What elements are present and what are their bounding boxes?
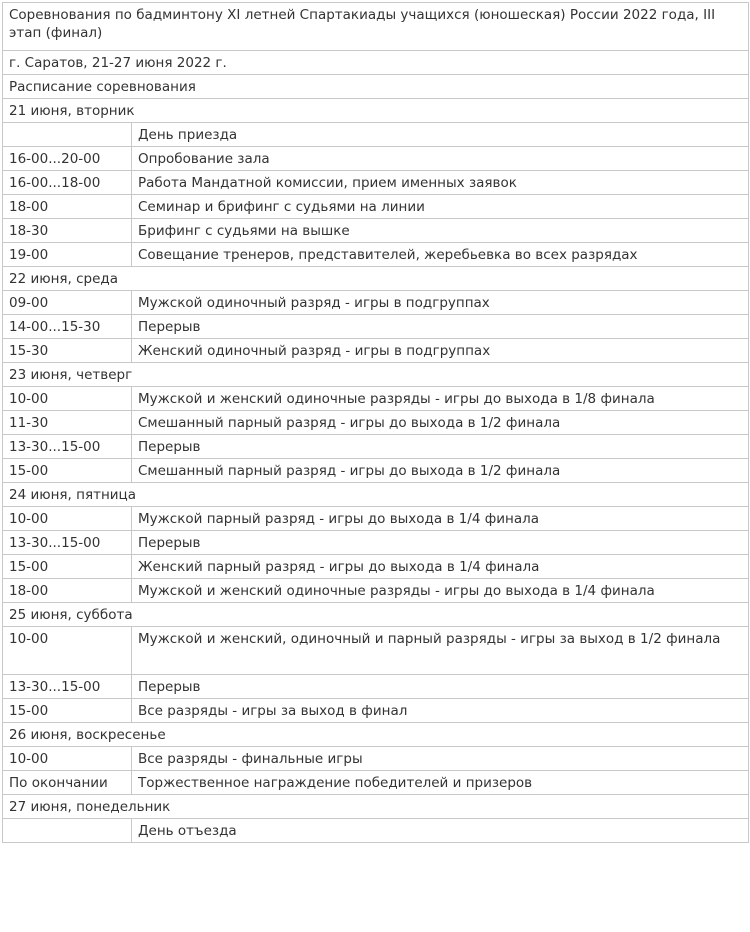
event-row bbox=[3, 339, 749, 363]
day-date: 22 июня, среда bbox=[3, 267, 749, 291]
day-date: 23 июня, четверг bbox=[3, 363, 749, 387]
event-time: 10-00 bbox=[3, 507, 132, 531]
event-time: 18-30 bbox=[3, 219, 132, 243]
event-row bbox=[3, 507, 749, 531]
schedule-table bbox=[2, 2, 749, 843]
title-row bbox=[3, 3, 749, 51]
event-time: 13-30...15-00 bbox=[3, 675, 132, 699]
event-time: 18-00 bbox=[3, 195, 132, 219]
event-description: Опробование зала bbox=[132, 147, 749, 171]
event-row bbox=[3, 699, 749, 723]
page-title: Соревнования по бадминтону XI летней Спартакиады учащихся (юношеская) России 2022 года, III этап (финал) bbox=[3, 3, 749, 51]
event-time: 18-00 bbox=[3, 579, 132, 603]
day-header-row bbox=[3, 723, 749, 747]
event-row bbox=[3, 627, 749, 675]
location-row bbox=[3, 51, 749, 75]
event-time: 16-00...20-00 bbox=[3, 147, 132, 171]
day-header-row bbox=[3, 483, 749, 507]
event-row bbox=[3, 579, 749, 603]
schedule-heading: Расписание соревнования bbox=[3, 75, 749, 99]
schedule-table-body bbox=[3, 3, 749, 843]
day-header-row bbox=[3, 795, 749, 819]
event-row bbox=[3, 387, 749, 411]
event-row bbox=[3, 747, 749, 771]
event-description: Женский парный разряд - игры до выхода в 1/4 финала bbox=[132, 555, 749, 579]
event-time: 10-00 bbox=[3, 747, 132, 771]
event-time bbox=[3, 123, 132, 147]
location-text: г. Саратов, 21-27 июня 2022 г. bbox=[3, 51, 749, 75]
day-header-row bbox=[3, 363, 749, 387]
event-description: Перерыв bbox=[132, 675, 749, 699]
event-time: 15-00 bbox=[3, 699, 132, 723]
event-time: 16-00...18-00 bbox=[3, 171, 132, 195]
event-time: 15-00 bbox=[3, 459, 132, 483]
event-description: Брифинг с судьями на вышке bbox=[132, 219, 749, 243]
event-description: Перерыв bbox=[132, 531, 749, 555]
event-description: Все разряды - финальные игры bbox=[132, 747, 749, 771]
day-header-row bbox=[3, 99, 749, 123]
event-description: Смешанный парный разряд - игры до выхода в 1/2 финала bbox=[132, 411, 749, 435]
event-time: 15-30 bbox=[3, 339, 132, 363]
event-description: Мужской одиночный разряд - игры в подгруппах bbox=[132, 291, 749, 315]
event-description: Торжественное награждение победителей и призеров bbox=[132, 771, 749, 795]
event-row bbox=[3, 291, 749, 315]
event-description: Мужской и женский, одиночный и парный разряды - игры за выход в 1/2 финала bbox=[132, 627, 749, 675]
day-date: 27 июня, понедельник bbox=[3, 795, 749, 819]
event-row bbox=[3, 531, 749, 555]
event-description: Перерыв bbox=[132, 435, 749, 459]
event-description: Мужской и женский одиночные разряды - игры до выхода в 1/4 финала bbox=[132, 579, 749, 603]
event-row bbox=[3, 315, 749, 339]
event-row bbox=[3, 123, 749, 147]
event-time bbox=[3, 819, 132, 843]
event-description: Смешанный парный разряд - игры до выхода в 1/2 финала bbox=[132, 459, 749, 483]
event-description: День приезда bbox=[132, 123, 749, 147]
event-time: 13-30...15-00 bbox=[3, 531, 132, 555]
event-time: 09-00 bbox=[3, 291, 132, 315]
event-time: 13-30...15-00 bbox=[3, 435, 132, 459]
event-description: Мужской и женский одиночные разряды - игры до выхода в 1/8 финала bbox=[132, 387, 749, 411]
event-description: Работа Мандатной комиссии, прием именных заявок bbox=[132, 171, 749, 195]
event-time: 11-30 bbox=[3, 411, 132, 435]
event-time: 10-00 bbox=[3, 627, 132, 675]
event-row bbox=[3, 219, 749, 243]
event-row bbox=[3, 171, 749, 195]
event-row bbox=[3, 555, 749, 579]
event-description: Женский одиночный разряд - игры в подгруппах bbox=[132, 339, 749, 363]
schedule-heading-row bbox=[3, 75, 749, 99]
day-date: 21 июня, вторник bbox=[3, 99, 749, 123]
event-row bbox=[3, 819, 749, 843]
event-row bbox=[3, 195, 749, 219]
event-description: День отъезда bbox=[132, 819, 749, 843]
day-date: 25 июня, суббота bbox=[3, 603, 749, 627]
event-time: По окончании bbox=[3, 771, 132, 795]
event-row bbox=[3, 243, 749, 267]
event-time: 10-00 bbox=[3, 387, 132, 411]
day-date: 26 июня, воскресенье bbox=[3, 723, 749, 747]
event-description: Все разряды - игры за выход в финал bbox=[132, 699, 749, 723]
event-row bbox=[3, 435, 749, 459]
event-description: Семинар и брифинг с судьями на линии bbox=[132, 195, 749, 219]
event-row bbox=[3, 771, 749, 795]
event-description: Мужской парный разряд - игры до выхода в 1/4 финала bbox=[132, 507, 749, 531]
event-description: Совещание тренеров, представителей, жеребьевка во всех разрядах bbox=[132, 243, 749, 267]
event-row bbox=[3, 459, 749, 483]
event-row bbox=[3, 147, 749, 171]
event-row bbox=[3, 675, 749, 699]
day-header-row bbox=[3, 267, 749, 291]
event-time: 15-00 bbox=[3, 555, 132, 579]
event-description: Перерыв bbox=[132, 315, 749, 339]
day-date: 24 июня, пятница bbox=[3, 483, 749, 507]
event-time: 14-00...15-30 bbox=[3, 315, 132, 339]
event-row bbox=[3, 411, 749, 435]
day-header-row bbox=[3, 603, 749, 627]
event-time: 19-00 bbox=[3, 243, 132, 267]
